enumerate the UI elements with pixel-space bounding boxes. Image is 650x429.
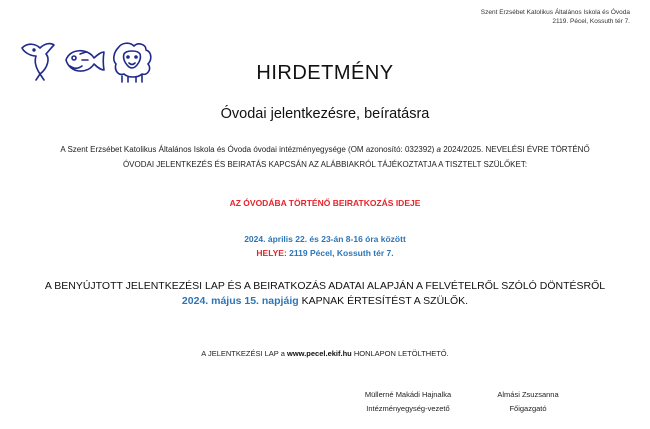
enrollment-place bbox=[0, 246, 650, 260]
school-address: 2119. Pécel, Kossuth tér 7. bbox=[552, 18, 630, 25]
signature-name: Almási Zsuzsanna bbox=[497, 390, 559, 399]
form-download-note: A JELENTKEZÉSI LAP a www.pecel.ekif.hu HONLAPON LETÖLTHETŐ. bbox=[201, 349, 449, 358]
signature-block-2 bbox=[478, 388, 578, 416]
signature-role: Főigazgató bbox=[509, 404, 547, 413]
intro-line-2: ÓVODAI JELENTKEZÉS ÉS BEIRATÁS KAPCSÁN AZ ALÁBBIAKRÓL TÁJÉKOZTATJA A TISZTELT SZÜLŐKET: bbox=[122, 160, 528, 169]
decision-line-2: 2024. május 15. napjáig KAPNAK ÉRTESÍTÉST A SZÜLŐK. bbox=[181, 295, 469, 307]
place-value: 2119 Pécel, Kossuth tér 7. bbox=[286, 248, 394, 258]
page-subtitle: Óvodai jelentkezésre, beíratásra bbox=[220, 106, 430, 122]
place-label: HELYE: bbox=[256, 248, 287, 258]
decision-deadline: 2024. május 15. napjáig bbox=[181, 295, 299, 307]
signature-name: Müllerné Makádi Hajnalka bbox=[364, 390, 452, 399]
enrollment-details bbox=[0, 232, 650, 260]
school-header bbox=[481, 8, 630, 26]
school-name: Szent Erzsébet Katolikus Általános Iskola és Óvoda bbox=[480, 9, 630, 16]
enrollment-date: 2024. április 22. és 23-án 8-16 óra között bbox=[244, 234, 406, 244]
signature-block-1 bbox=[348, 388, 468, 416]
decision-line-1: A BENYÚJTOTT JELENTKEZÉSI LAP ÉS A BEIRATKOZÁS ADATAI ALAPJÁN A FELVÉTELRŐL SZÓLÓ DÖNTÉSRŐL bbox=[44, 280, 606, 292]
intro-paragraph bbox=[20, 142, 630, 172]
page-title: HIRDETMÉNY bbox=[256, 62, 394, 84]
website-link[interactable]: www.pecel.ekif.hu bbox=[287, 349, 352, 358]
signature-role: Intézményegység-vezető bbox=[366, 404, 450, 413]
enrollment-heading: AZ ÓVODÁBA TÖRTÉNŐ BEIRATKOZÁS IDEJE bbox=[229, 198, 421, 208]
decision-notice bbox=[10, 279, 640, 309]
intro-line-1: A Szent Erzsébet Katolikus Általános Iskola és Óvoda óvodai intézményegysége (OM azonosító: 032392) a 2024/2025. NEVELÉSI ÉVRE TÖRTÉNŐ bbox=[60, 145, 590, 154]
